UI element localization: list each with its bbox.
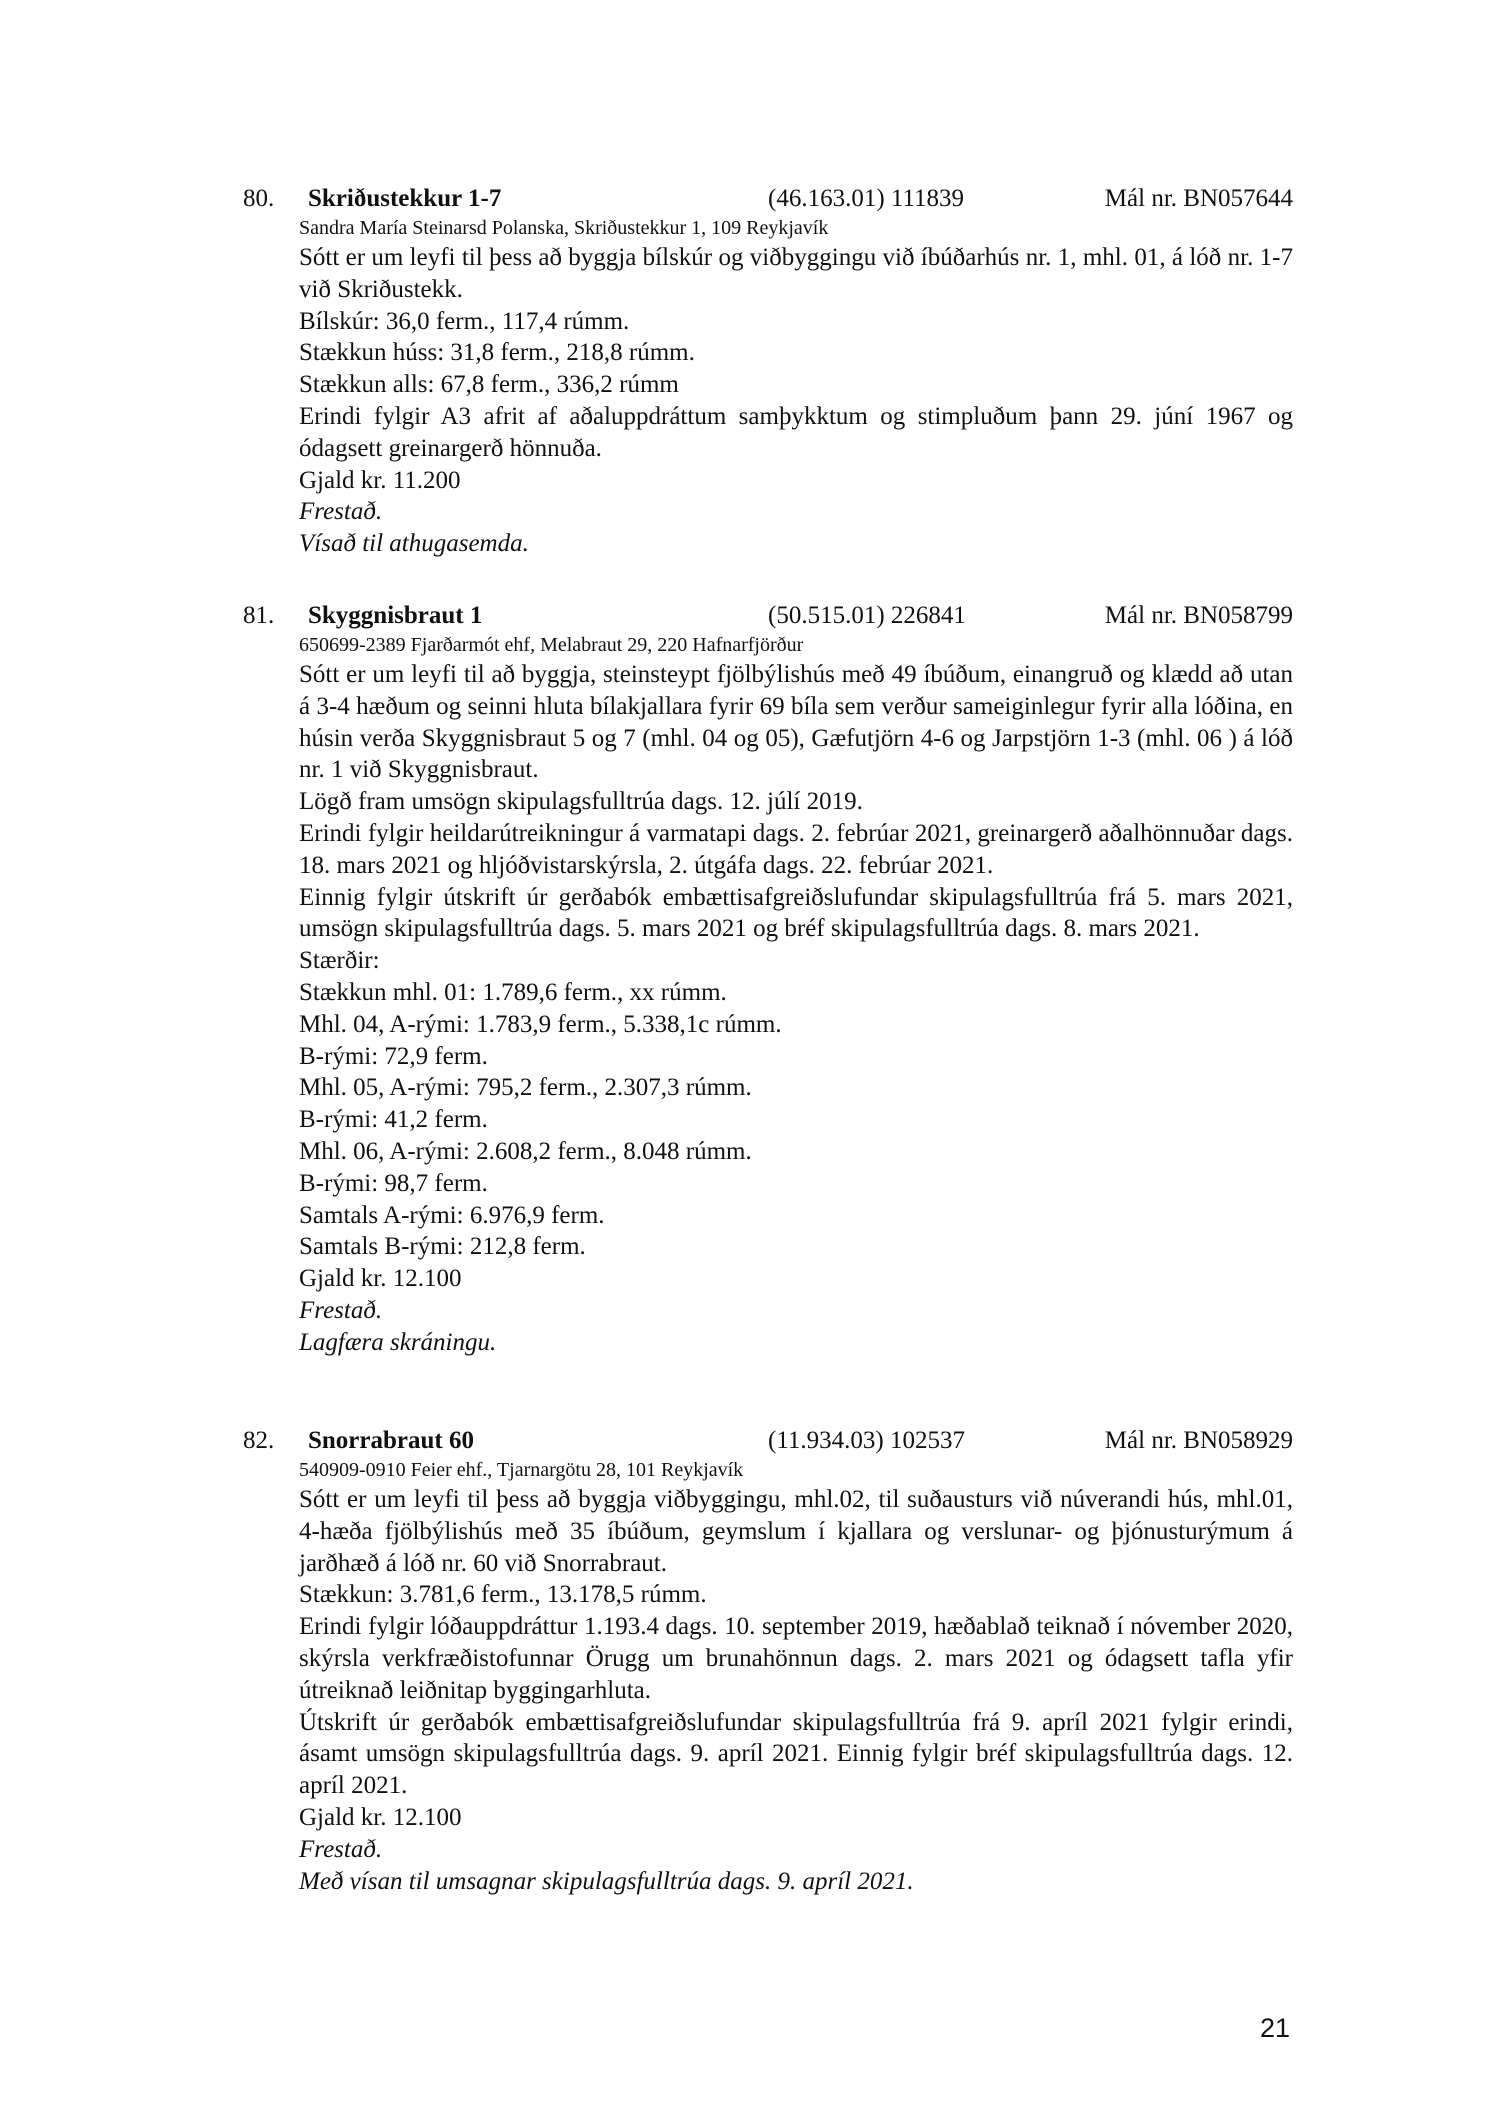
entry-decision-note: Með vísan til umsagnar skipulagsfulltrúa dags. 9. apríl 2021. <box>299 1867 914 1895</box>
entry-case-number: Mál nr. BN057644 <box>1104 185 1293 212</box>
entry-size-line: B-rými: 98,7 ferm. <box>299 1169 488 1197</box>
entry-address: Snorrabraut 60 <box>308 1427 474 1454</box>
entry-size-line: B-rými: 72,9 ferm. <box>299 1042 488 1070</box>
entry-description: Sótt er um leyfi til að byggja, steinsteypt fjölbýlishús með 49 íbúðum, einangruð og klædd að utan á 3-4 hæðum og seinni hluta bílakjallara fyrir 69 bíla sem verður sameiginlegur fyrir alla lóðina, en húsin verða Skyggnisbraut 5 og 7 (mhl. 04 og 05), Gæfutjörn 4-6 og Jarpstjörn 1-3 (mhl. 06 ) á lóð nr. 1 við Skyggnisbraut. <box>299 661 1293 784</box>
entry-land-number: (11.934.03) 102537 <box>768 1427 965 1454</box>
entry-decision: Frestað. <box>299 1835 383 1863</box>
entry-text-line: Lögð fram umsögn skipulagsfulltrúa dags. 12. júlí 2019. <box>299 788 863 816</box>
entry-description: Sótt er um leyfi til þess að byggja viðbyggingu, mhl.02, til suðausturs við núverandi hús, mhl.01, 4-hæða fjölbýlishús með 35 íbúðum, geymslum í kjallara og verslunar- og þjónusturýmum á jarðhæð á lóð nr. 60 við Snorrabraut. <box>299 1486 1293 1577</box>
case-entry <box>243 600 1293 1359</box>
entry-attachments: Einnig fylgir útskrift úr gerðabók embættisafgreiðslufundar skipulagsfulltrúa frá 5. mars 2021, umsögn skipulagsfulltrúa dags. 5. mars 2021 og bréf skipulagsfulltrúa dags. 8. mars 2021. <box>299 883 1293 943</box>
entry-size-line: Samtals B-rými: 212,8 ferm. <box>299 1233 586 1261</box>
entry-body <box>299 659 1293 1359</box>
page-number: 21 <box>1259 2013 1290 2043</box>
entry-attachments: Útskrift úr gerðabók embættisafgreiðslufundar skipulagsfulltrúa frá 9. apríl 2021 fylgir erindi, ásamt umsögn skipulagsfulltrúa dags. 9. apríl 2021. Einnig fylgir bréf skipulagsfulltrúa dags. 12. apríl 2021. <box>299 1708 1293 1800</box>
entry-decision-note: Vísað til athugasemda. <box>299 530 529 558</box>
entry-number: 81. <box>243 602 275 629</box>
entry-header <box>243 183 1293 215</box>
entry-size-line: Mhl. 04, A-rými: 1.783,9 ferm., 5.338,1c rúmm. <box>299 1010 782 1038</box>
entry-decision-note: Lagfæra skráningu. <box>299 1328 497 1356</box>
entry-case-number: Mál nr. BN058799 <box>1104 602 1293 629</box>
entry-applicant: 650699-2389 Fjarðarmót ehf, Melabraut 29, 220 Hafnarfjörður <box>299 634 804 656</box>
case-entry <box>243 1425 1293 1897</box>
entry-body <box>299 1484 1293 1897</box>
entry-case-number: Mál nr. BN058929 <box>1104 1427 1293 1454</box>
entry-header <box>243 1425 1293 1457</box>
entry-size-line: B-rými: 41,2 ferm. <box>299 1106 488 1134</box>
entry-applicant: Sandra María Steinarsd Polanska, Skriðustekkur 1, 109 Reykjavík <box>299 217 829 239</box>
entry-number: 82. <box>243 1427 275 1454</box>
entry-land-number: (46.163.01) 111839 <box>768 185 965 212</box>
entry-attachments: Erindi fylgir A3 afrit af aðaluppdráttum samþykktum og stimpluðum þann 29. júní 1967 og ódagsett greinargerð hönnuða. <box>299 402 1293 462</box>
case-entry <box>243 183 1293 560</box>
entry-address: Skyggnisbraut 1 <box>308 602 483 629</box>
entry-number: 80. <box>243 185 275 212</box>
entry-decision: Frestað. <box>299 1296 383 1324</box>
entry-address: Skriðustekkur 1-7 <box>308 185 502 212</box>
entry-description: Sótt er um leyfi til þess að byggja bílskúr og viðbyggingu við íbúðarhús nr. 1, mhl. 01, á lóð nr. 1-7 við Skriðustekk. <box>299 244 1293 303</box>
entry-applicant: 540909-0910 Feier ehf., Tjarnargötu 28, 101 Reykjavík <box>299 1459 744 1481</box>
entry-decision: Frestað. <box>299 498 383 526</box>
entry-size-line: Bílskúr: 36,0 ferm., 117,4 rúmm. <box>299 307 630 335</box>
entry-body <box>299 242 1293 560</box>
entry-size-line: Mhl. 06, A-rými: 2.608,2 ferm., 8.048 rúmm. <box>299 1137 752 1165</box>
entry-size-line: Stækkun alls: 67,8 ferm., 336,2 rúmm <box>299 371 679 399</box>
entry-fee: Gjald kr. 11.200 <box>299 466 461 494</box>
entry-size-line: Stækkun: 3.781,6 ferm., 13.178,5 rúmm. <box>299 1581 707 1609</box>
entry-size-line: Samtals A-rými: 6.976,9 ferm. <box>299 1201 605 1229</box>
entry-fee: Gjald kr. 12.100 <box>299 1803 462 1831</box>
entry-header <box>243 600 1293 632</box>
entry-size-heading: Stærðir: <box>299 947 380 975</box>
entry-size-line: Mhl. 05, A-rými: 795,2 ferm., 2.307,3 rúmm. <box>299 1074 752 1102</box>
entry-size-line: Stækkun mhl. 01: 1.789,6 ferm., xx rúmm. <box>299 978 727 1006</box>
entry-fee: Gjald kr. 12.100 <box>299 1265 462 1293</box>
entry-land-number: (50.515.01) 226841 <box>768 602 966 629</box>
entry-attachments: Erindi fylgir heildarútreikningur á varmatapi dags. 2. febrúar 2021, greinargerð aðalhönnuðar dags. 18. mars 2021 og hljóðvistarskýrsla, 2. útgáfa dags. 22. febrúar 2021. <box>299 819 1293 879</box>
entry-attachments: Erindi fylgir lóðauppdráttur 1.193.4 dags. 10. september 2019, hæðablað teiknað í nóvember 2020, skýrsla verkfræðistofunnar Örugg um brunahönnun dags. 2. mars 2021 og ódagsett tafla yfir útreiknað leiðnitap byggingarhluta. <box>299 1613 1293 1704</box>
entry-size-line: Stækkun húss: 31,8 ferm., 218,8 rúmm. <box>299 339 695 367</box>
